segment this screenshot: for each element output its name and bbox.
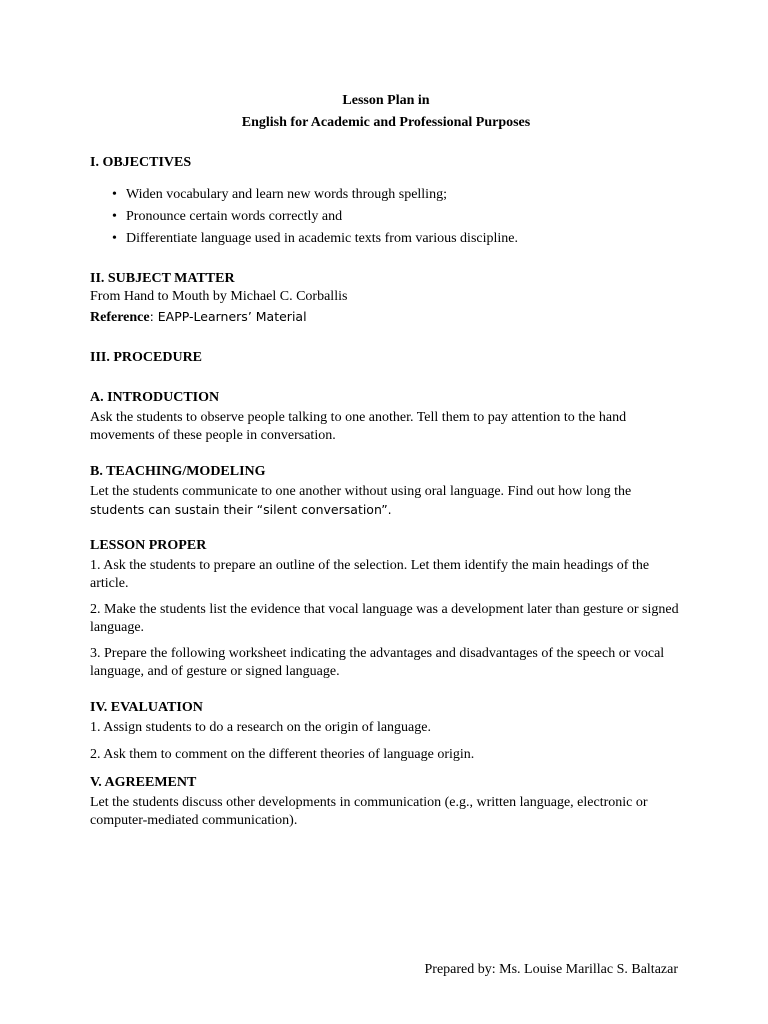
reference-text: : EAPP-Learners’ Material	[149, 309, 307, 324]
agreement-heading: V. AGREEMENT	[90, 775, 197, 790]
subject-matter-heading: II. SUBJECT MATTER	[90, 271, 235, 286]
evaluation-heading: IV. EVALUATION	[90, 700, 203, 715]
objectives-heading: I. OBJECTIVES	[90, 155, 192, 170]
reference-label: Reference	[90, 310, 150, 325]
agreement-text: Let the students discuss other developments in communication (e.g., written language, electronic or computer-mediated communication).	[90, 795, 648, 828]
teaching-heading: B. TEACHING/MODELING	[90, 464, 266, 479]
objectives-list	[90, 186, 682, 248]
list-item	[90, 230, 682, 248]
evaluation-item: 1. Assign students to do a research on the origin of language.	[90, 720, 431, 735]
bullet-icon: •	[112, 209, 117, 224]
evaluation-item: 2. Ask them to comment on the different theories of language origin.	[90, 747, 475, 762]
objective-text: Pronounce certain words correctly and	[126, 209, 343, 224]
lesson-proper-heading: LESSON PROPER	[90, 538, 207, 553]
introduction-heading: A. INTRODUCTION	[90, 390, 220, 405]
prepared-by-footer: Prepared by: Ms. Louise Marillac S. Baltazar	[424, 962, 678, 977]
list-item	[90, 186, 682, 204]
introduction-text: Ask the students to observe people talking to one another. Tell them to pay attention to the hand movements of these people in conversation.	[90, 410, 627, 443]
objective-text: Widen vocabulary and learn new words through spelling;	[126, 187, 447, 202]
subject-matter-text: From Hand to Mouth by Michael C. Corballis	[90, 289, 348, 304]
lesson-proper-item: 3. Prepare the following worksheet indicating the advantages and disadvantages of the speech or vocal language, and of gesture or signed language.	[90, 646, 665, 679]
reference-line	[90, 308, 682, 327]
document-title-line1: Lesson Plan in	[342, 93, 430, 108]
bullet-icon: •	[112, 231, 117, 246]
bullet-icon: •	[112, 187, 117, 202]
lesson-proper-item: 1. Ask the students to prepare an outline of the selection. Let them identify the main headings of the article.	[90, 558, 650, 591]
lesson-proper-item: 2. Make the students list the evidence that vocal language was a development later than gesture or signed language.	[90, 602, 679, 635]
objective-text: Differentiate language used in academic texts from various discipline.	[126, 231, 518, 246]
teaching-text-line2: students can sustain their “silent conversation”.	[90, 502, 392, 517]
document-title-line2: English for Academic and Professional Purposes	[241, 115, 531, 130]
procedure-heading: III. PROCEDURE	[90, 350, 203, 365]
list-item	[90, 208, 682, 226]
teaching-text-line1: Let the students communicate to one another without using oral language. Find out how long the	[90, 484, 632, 499]
document-page	[90, 92, 682, 830]
